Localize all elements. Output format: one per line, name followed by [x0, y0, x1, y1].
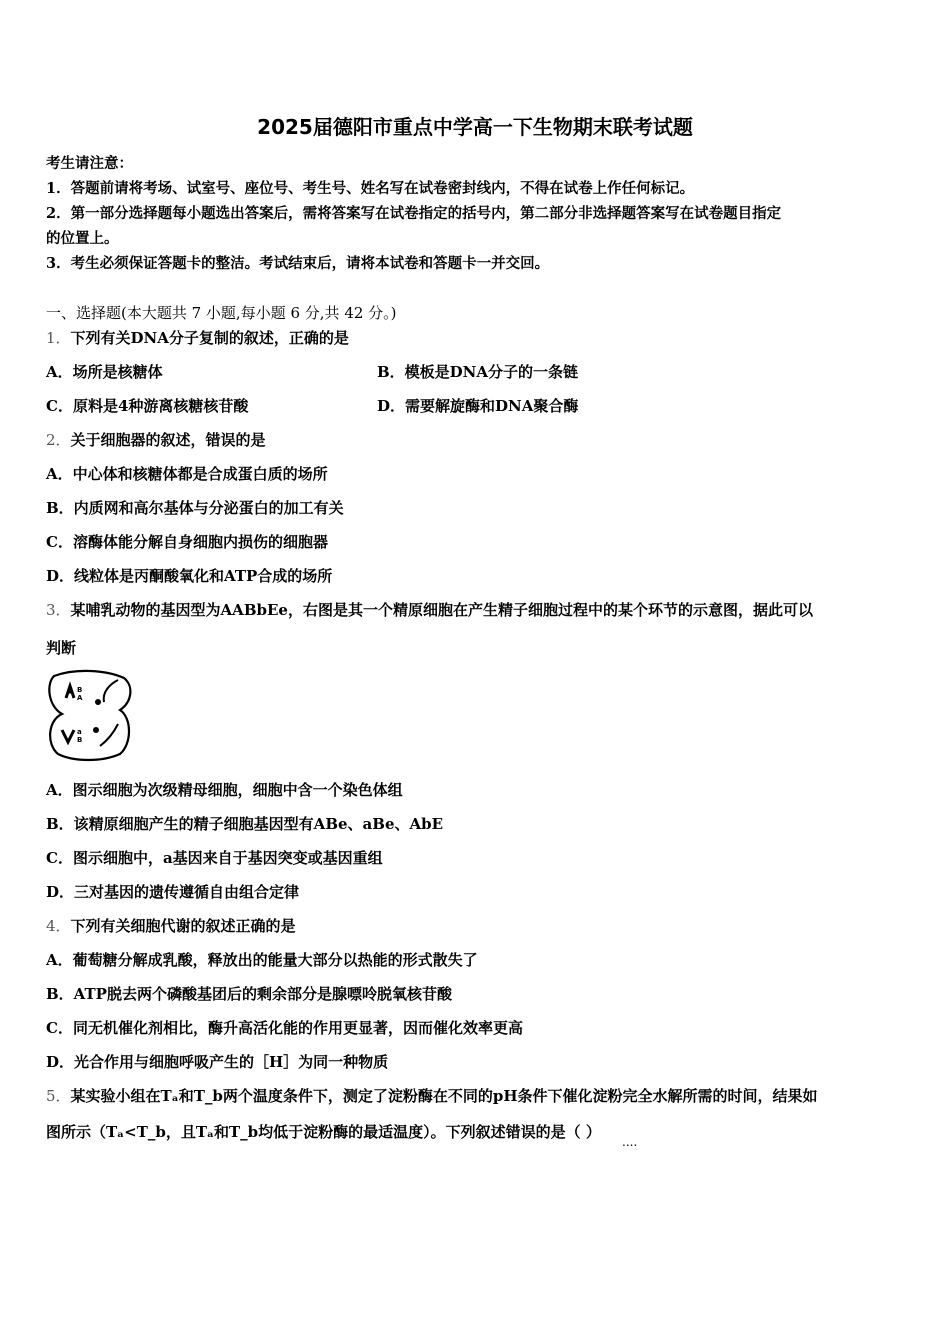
q4-option-a: A．葡萄糖分解成乳酸，释放出的能量大部分以热能的形式散失了 [46, 951, 478, 969]
chromosome [100, 724, 118, 746]
q2-option-c: C．溶酶体能分解自身细胞内损伤的细胞器 [46, 533, 328, 551]
cell-division-figure [46, 668, 134, 764]
question-1 [46, 327, 349, 348]
centrosome [95, 699, 101, 705]
q4-option-d: D．光合作用与细胞呼吸产生的［H］为同一种物质 [46, 1053, 389, 1071]
section-heading: 一、选择题(本大题共 7 小题,每小题 6 分,共 42 分。) [46, 304, 397, 322]
question-3-cont: 判断 [46, 639, 77, 657]
question-number: 4． [46, 917, 71, 935]
notice-item-3: 3．考生必须保证答题卡的整洁。考试结束后，请将本试卷和答题卡一并交回。 [46, 255, 550, 272]
q4-option-c: C．同无机催化剂相比，酶升高活化能的作用更显著，因而催化效率更高 [46, 1019, 523, 1037]
emphasis-dots: .... [622, 1135, 638, 1149]
q3-option-b: B．该精原细胞产生的精子细胞基因型有ABe、aBe、AbE [46, 815, 444, 833]
question-number: 1． [46, 329, 71, 347]
question-stem: 下列有关DNA分子复制的叙述，正确的是 [70, 329, 349, 347]
notice-heading: 考生请注意： [46, 155, 133, 172]
q1-option-a: A．场所是核糖体 [46, 363, 163, 381]
question-number: 5． [46, 1087, 71, 1105]
q4-option-b: B．ATP脱去两个磷酸基团后的剩余部分是腺嘌呤脱氧核苷酸 [46, 985, 452, 1003]
question-stem: 某实验小组在Tₐ和T_b两个温度条件下，测定了淀粉酶在不同的pH条件下催化淀粉完全水解所需的时间，结果如 [70, 1087, 818, 1105]
question-number: 3． [46, 601, 71, 619]
question-2 [46, 429, 266, 450]
question-3 [46, 599, 813, 620]
gene-label: B [77, 686, 83, 694]
gene-label: A [77, 694, 83, 702]
gene-label: B [77, 736, 83, 744]
question-number: 2． [46, 431, 71, 449]
gene-label: a [77, 728, 82, 736]
question-stem: 某哺乳动物的基因型为AABbEe，右图是其一个精原细胞在产生精子细胞过程中的某个环节的示意图，据此可以 [70, 601, 813, 619]
q1-option-b: B．模板是DNA分子的一条链 [377, 363, 579, 381]
question-4 [46, 915, 296, 936]
notice-item-2: 2．第一部分选择题每小题选出答案后，需将答案写在试卷指定的括号内，第二部分非选择题答案写在试卷题目指定 [46, 205, 782, 222]
question-stem: 下列有关细胞代谢的叙述正确的是 [70, 917, 296, 935]
cell-outline [49, 671, 130, 760]
page-title: 2025届德阳市重点中学高一下生物期末联考试题 [257, 115, 693, 139]
q3-option-d: D．三对基因的遗传遵循自由组合定律 [46, 883, 300, 901]
q3-option-c: C．图示细胞中，a基因来自于基因突变或基因重组 [46, 849, 383, 867]
question-5-cont: 图所示（Tₐ<T_b，且Tₐ和T_b均低于淀粉酶的最适温度）。下列叙述错误的是（ ） [46, 1123, 601, 1141]
notice-item-2-cont: 的位置上。 [46, 230, 119, 247]
q2-option-a: A．中心体和核糖体都是合成蛋白质的场所 [46, 465, 328, 483]
question-5 [46, 1085, 818, 1106]
chromosome [104, 680, 118, 702]
q3-option-a: A．图示细胞为次级精母细胞，细胞中含一个染色体组 [46, 781, 403, 799]
q2-option-d: D．线粒体是丙酮酸氧化和ATP合成的场所 [46, 567, 333, 585]
chromosome [62, 730, 74, 742]
centrosome [93, 727, 99, 733]
q1-option-d: D．需要解旋酶和DNA聚合酶 [377, 397, 579, 415]
notice-item-1: 1．答题前请将考场、试室号、座位号、考生号、姓名写在试卷密封线内，不得在试卷上作任何标记。 [46, 180, 695, 197]
chromosome [66, 686, 74, 698]
q1-option-c: C．原料是4种游离核糖核苷酸 [46, 397, 249, 415]
question-stem: 关于细胞器的叙述，错误的是 [70, 431, 266, 449]
q2-option-b: B．内质网和高尔基体与分泌蛋白的加工有关 [46, 499, 344, 517]
